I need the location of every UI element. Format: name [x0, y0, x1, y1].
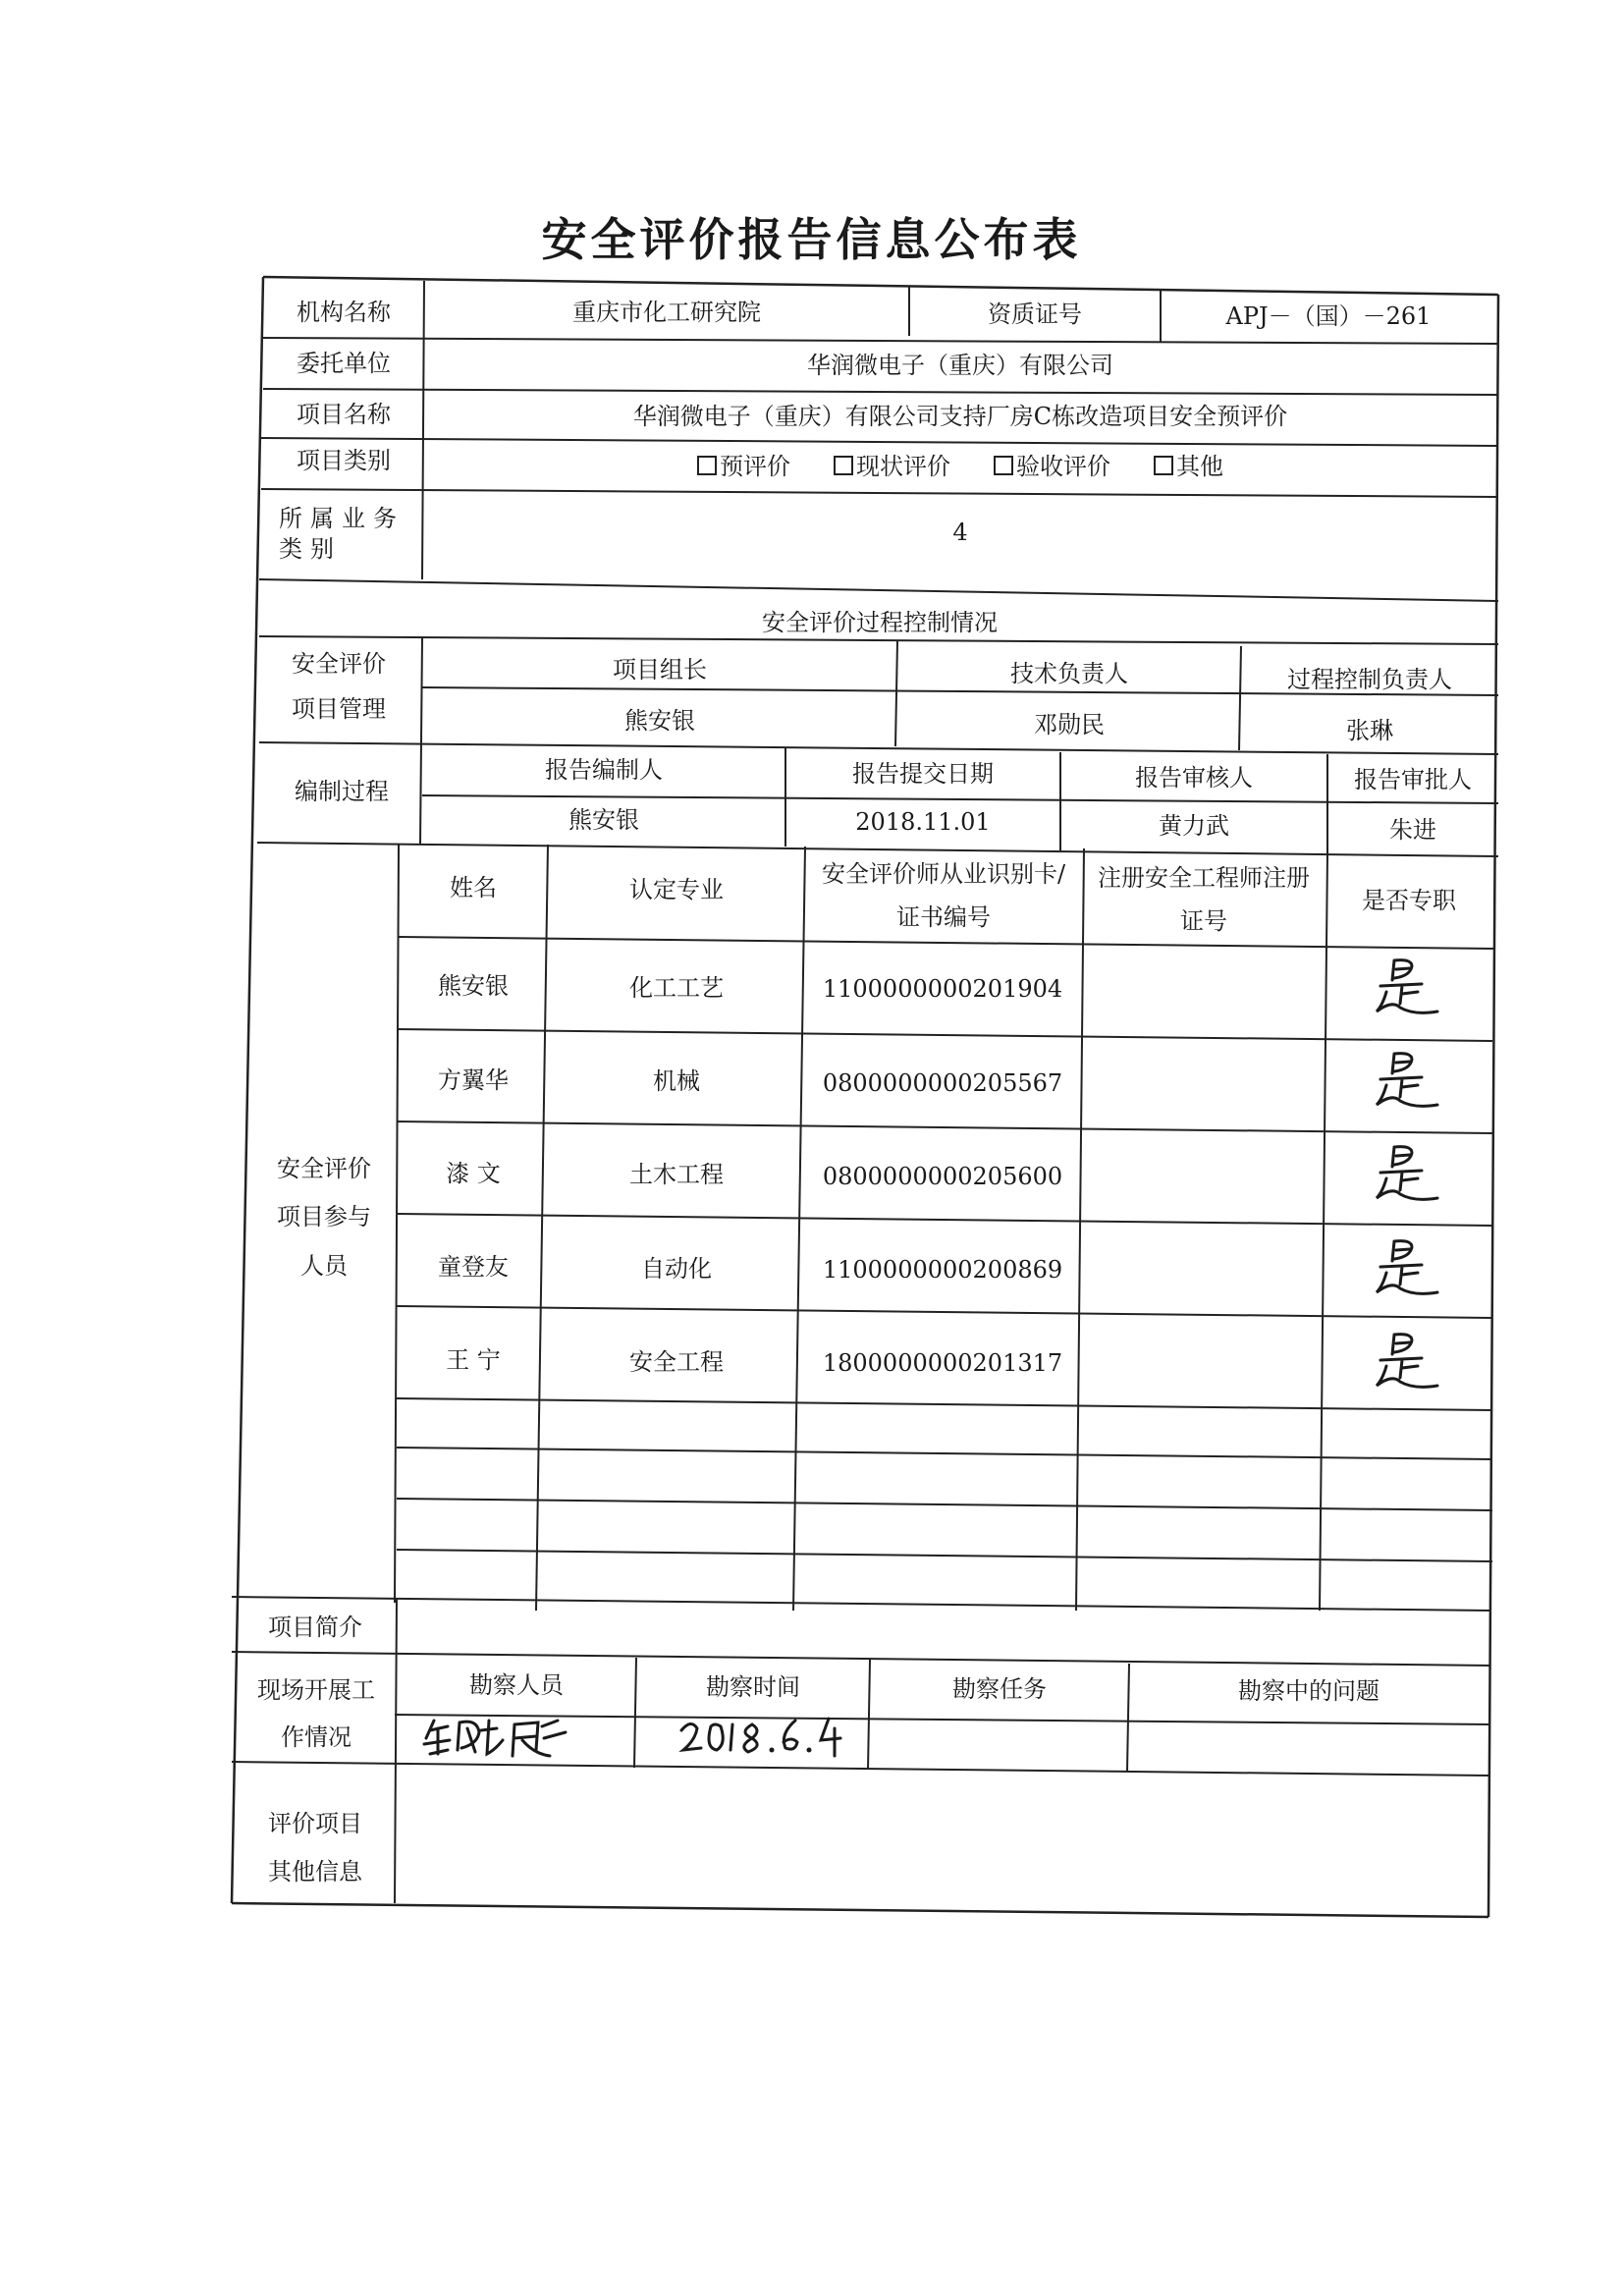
- table-rule: [232, 1903, 1488, 1917]
- project-category-options: [424, 444, 1496, 491]
- approver-label: 报告审批人: [1354, 766, 1472, 794]
- compiler-value: 熊安银: [568, 806, 639, 835]
- staff-fulltime-signature: [1373, 1048, 1441, 1117]
- reviewer-value: 黄力武: [1159, 812, 1229, 841]
- reviewer-label: 报告审核人: [1135, 764, 1253, 793]
- staff-name: 王 宁: [446, 1346, 501, 1375]
- staff-col-cert: 安全评价师从业识别卡/证书编号: [821, 859, 1066, 931]
- control-lead-label: 过程控制负责人: [1287, 666, 1452, 694]
- survey-time-signature: [677, 1713, 844, 1764]
- staff-name: 童登友: [438, 1253, 509, 1281]
- staff-reg: [1080, 1039, 1325, 1131]
- intro-value: [399, 1607, 1488, 1650]
- staff-col-reg: 注册安全工程师注册证号: [1098, 863, 1310, 935]
- staff-name: 方翼华: [438, 1066, 509, 1094]
- table-rule: [259, 579, 1498, 601]
- qualification-label: 资质证号: [988, 301, 1082, 329]
- intro-label: 项目简介: [268, 1613, 362, 1642]
- staff-reg: [1080, 946, 1325, 1038]
- compile-label: 编制过程: [295, 778, 389, 806]
- project-name-value: 华润微电子（重庆）有限公司支持厂房C栋改造项目安全预评价: [632, 403, 1288, 431]
- staff-reg: [1080, 1319, 1325, 1411]
- business-category-label: 所属业务类别: [279, 504, 405, 563]
- client-label: 委托单位: [297, 350, 391, 378]
- site-col-task: 勘察任务: [952, 1675, 1047, 1704]
- checkbox-icon: [994, 456, 1013, 475]
- checkbox-icon: [1154, 456, 1173, 475]
- site-col-time: 勘察时间: [706, 1673, 800, 1702]
- staff-major: 土木工程: [629, 1161, 724, 1189]
- staff-reg: [1080, 1132, 1325, 1225]
- site-col-surveyor: 勘察人员: [469, 1671, 564, 1700]
- mgmt-label: 安全评价项目管理: [292, 650, 386, 723]
- business-category-value: 4: [952, 519, 968, 547]
- staff-col-major: 认定专业: [629, 876, 724, 904]
- tech-lead-label: 技术负责人: [1010, 660, 1128, 688]
- staff-major: 化工工艺: [629, 973, 724, 1002]
- staff-cert: 0800000000205567: [822, 1068, 1063, 1097]
- project-name-label: 项目名称: [297, 401, 391, 429]
- staff-col-fulltime: 是否专职: [1362, 887, 1456, 915]
- staff-major: 安全工程: [629, 1347, 724, 1376]
- leader-label: 项目组长: [613, 656, 707, 684]
- site-task-value: [870, 1719, 1129, 1764]
- other-info-value: [399, 1768, 1488, 1905]
- org-name-value: 重庆市化工研究院: [572, 299, 761, 327]
- site-label: 现场开展工作情况: [257, 1676, 375, 1751]
- table-rule: [397, 1499, 1492, 1510]
- submit-date-value: 2018.11.01: [855, 808, 991, 837]
- approver-value: 朱进: [1389, 816, 1436, 845]
- category-option-other: 其他: [1154, 452, 1223, 482]
- staff-col-name: 姓名: [450, 874, 497, 902]
- submit-date-label: 报告提交日期: [852, 760, 994, 789]
- client-value: 华润微电子（重庆）有限公司: [807, 352, 1113, 380]
- project-category-label: 项目类别: [297, 447, 391, 475]
- staff-fulltime-signature: [1373, 955, 1441, 1023]
- staff-cert: 1800000000201317: [822, 1349, 1063, 1378]
- org-name-label: 机构名称: [297, 299, 391, 327]
- staff-fulltime-signature: [1373, 1329, 1441, 1397]
- page-title: 安全评价报告信息公布表: [541, 213, 1082, 266]
- site-col-issues: 勘察中的问题: [1238, 1677, 1380, 1706]
- compiler-label: 报告编制人: [545, 756, 663, 785]
- site-issues-value: [1129, 1719, 1488, 1764]
- category-option-acceptance: 验收评价: [994, 452, 1110, 482]
- staff-major: 机械: [653, 1067, 700, 1096]
- category-option-pre: 预评价: [697, 452, 790, 482]
- surveyor-signature: [420, 1711, 587, 1766]
- other-info-label: 评价项目其他信息: [268, 1809, 362, 1886]
- staff-cert: 1100000000201904: [822, 975, 1063, 1004]
- staff-section-label: 安全评价项目参与人员: [277, 1155, 371, 1280]
- checkbox-icon: [697, 456, 717, 475]
- process-section-title: 安全评价过程控制情况: [762, 609, 998, 637]
- staff-cert: 0800000000205600: [822, 1162, 1063, 1190]
- table-rule: [397, 1550, 1492, 1561]
- table-rule: [397, 1448, 1492, 1459]
- qualification-no: APJ－（国）－261: [1225, 302, 1432, 331]
- staff-name: 漆 文: [446, 1159, 501, 1187]
- checkbox-icon: [834, 456, 853, 475]
- leader-value: 熊安银: [624, 707, 695, 736]
- tech-lead-value: 邓勋民: [1034, 711, 1105, 739]
- staff-name: 熊安银: [438, 972, 509, 1001]
- staff-cert: 1100000000200869: [822, 1256, 1063, 1284]
- staff-fulltime-signature: [1373, 1141, 1441, 1210]
- staff-reg: [1080, 1226, 1325, 1318]
- staff-major: 自动化: [641, 1254, 712, 1283]
- staff-fulltime-signature: [1373, 1235, 1441, 1304]
- control-lead-value: 张琳: [1346, 717, 1393, 745]
- category-option-status: 现状评价: [834, 452, 950, 482]
